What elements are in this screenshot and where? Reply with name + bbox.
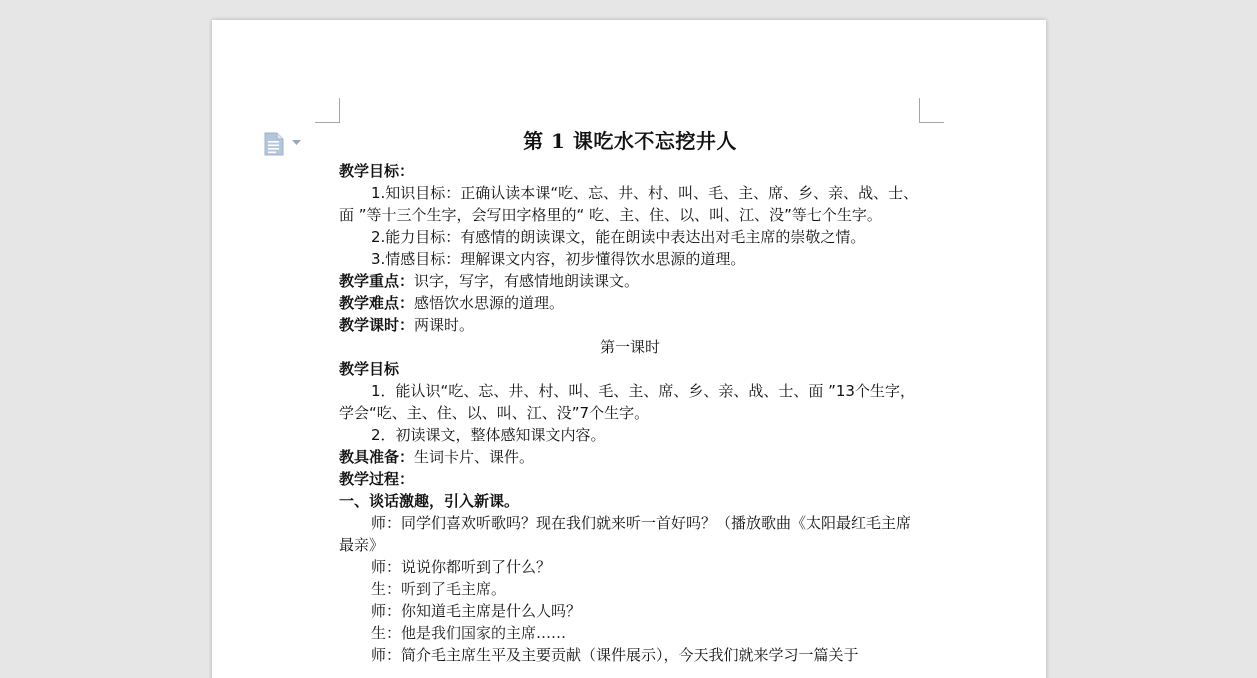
dialog-line: 师：说说你都听到了什么？: [371, 558, 552, 576]
margin-corner-top-left: [315, 98, 340, 123]
chevron-down-icon: [292, 140, 301, 146]
dialog-line: 师：你知道毛主席是什么人吗？: [371, 602, 582, 620]
goal-emotion: 3.情感目标：理解课文内容，初步懂得饮水思源的道理。: [371, 250, 746, 268]
document-title: 第 1 课吃水不忘挖井人: [523, 129, 737, 153]
dialog-line: 生：听到了毛主席。: [371, 580, 507, 598]
paste-options-button[interactable]: [262, 130, 304, 154]
class-hours: 教学课时：两课时。: [339, 316, 475, 334]
teaching-tools: 教具准备：生词卡片、课件。: [339, 448, 535, 466]
lesson1-goal2: 2．初读课文，整体感知课文内容。: [371, 426, 606, 444]
goal-knowledge: 1.知识目标：正确认读本课“吃、忘、井、村、叫、毛、主、席、乡、亲、战、士、面 ”等十三个生字，会写田字格里的“ 吃、主、住、以、叫、江、没”等七个生字。: [339, 184, 919, 224]
step1-heading: 一、谈话激趣，引入新课。: [339, 492, 520, 510]
key-points: 教学重点：识字，写字，有感情地朗读课文。: [339, 272, 640, 290]
document-body: [339, 126, 921, 666]
process-heading: 教学过程：: [339, 470, 415, 488]
goals-heading: 教学目标：: [339, 162, 415, 180]
lesson1-goal1: 1．能认识“吃、忘、井、村、叫、毛、主、席、乡、亲、战、士、面 ”13个生字，学会“吃、主、住、以、叫、江、没”7个生字。: [339, 382, 915, 422]
lesson1-heading: 第一课时: [599, 338, 660, 356]
difficult-points: 教学难点：感悟饮水思源的道理。: [339, 294, 565, 312]
dialog-line: 师：简介毛主席生平及主要贡献（课件展示），今天我们就来学习一篇关于: [371, 646, 859, 664]
lesson1-goals-heading: 教学目标: [339, 360, 400, 378]
goal-ability: 2.能力目标：有感情的朗读课文，能在朗读中表达出对毛主席的崇敬之情。: [371, 228, 866, 246]
paste-document-icon: [264, 132, 284, 156]
dialog-line: 师：同学们喜欢听歌吗？现在我们就来听一首好吗？（播放歌曲《太阳最红毛主席最亲》: [339, 514, 912, 554]
document-page[interactable]: [212, 20, 1046, 678]
margin-corner-top-right: [919, 98, 944, 123]
dialog-line: 生：他是我们国家的主席……: [371, 624, 567, 642]
